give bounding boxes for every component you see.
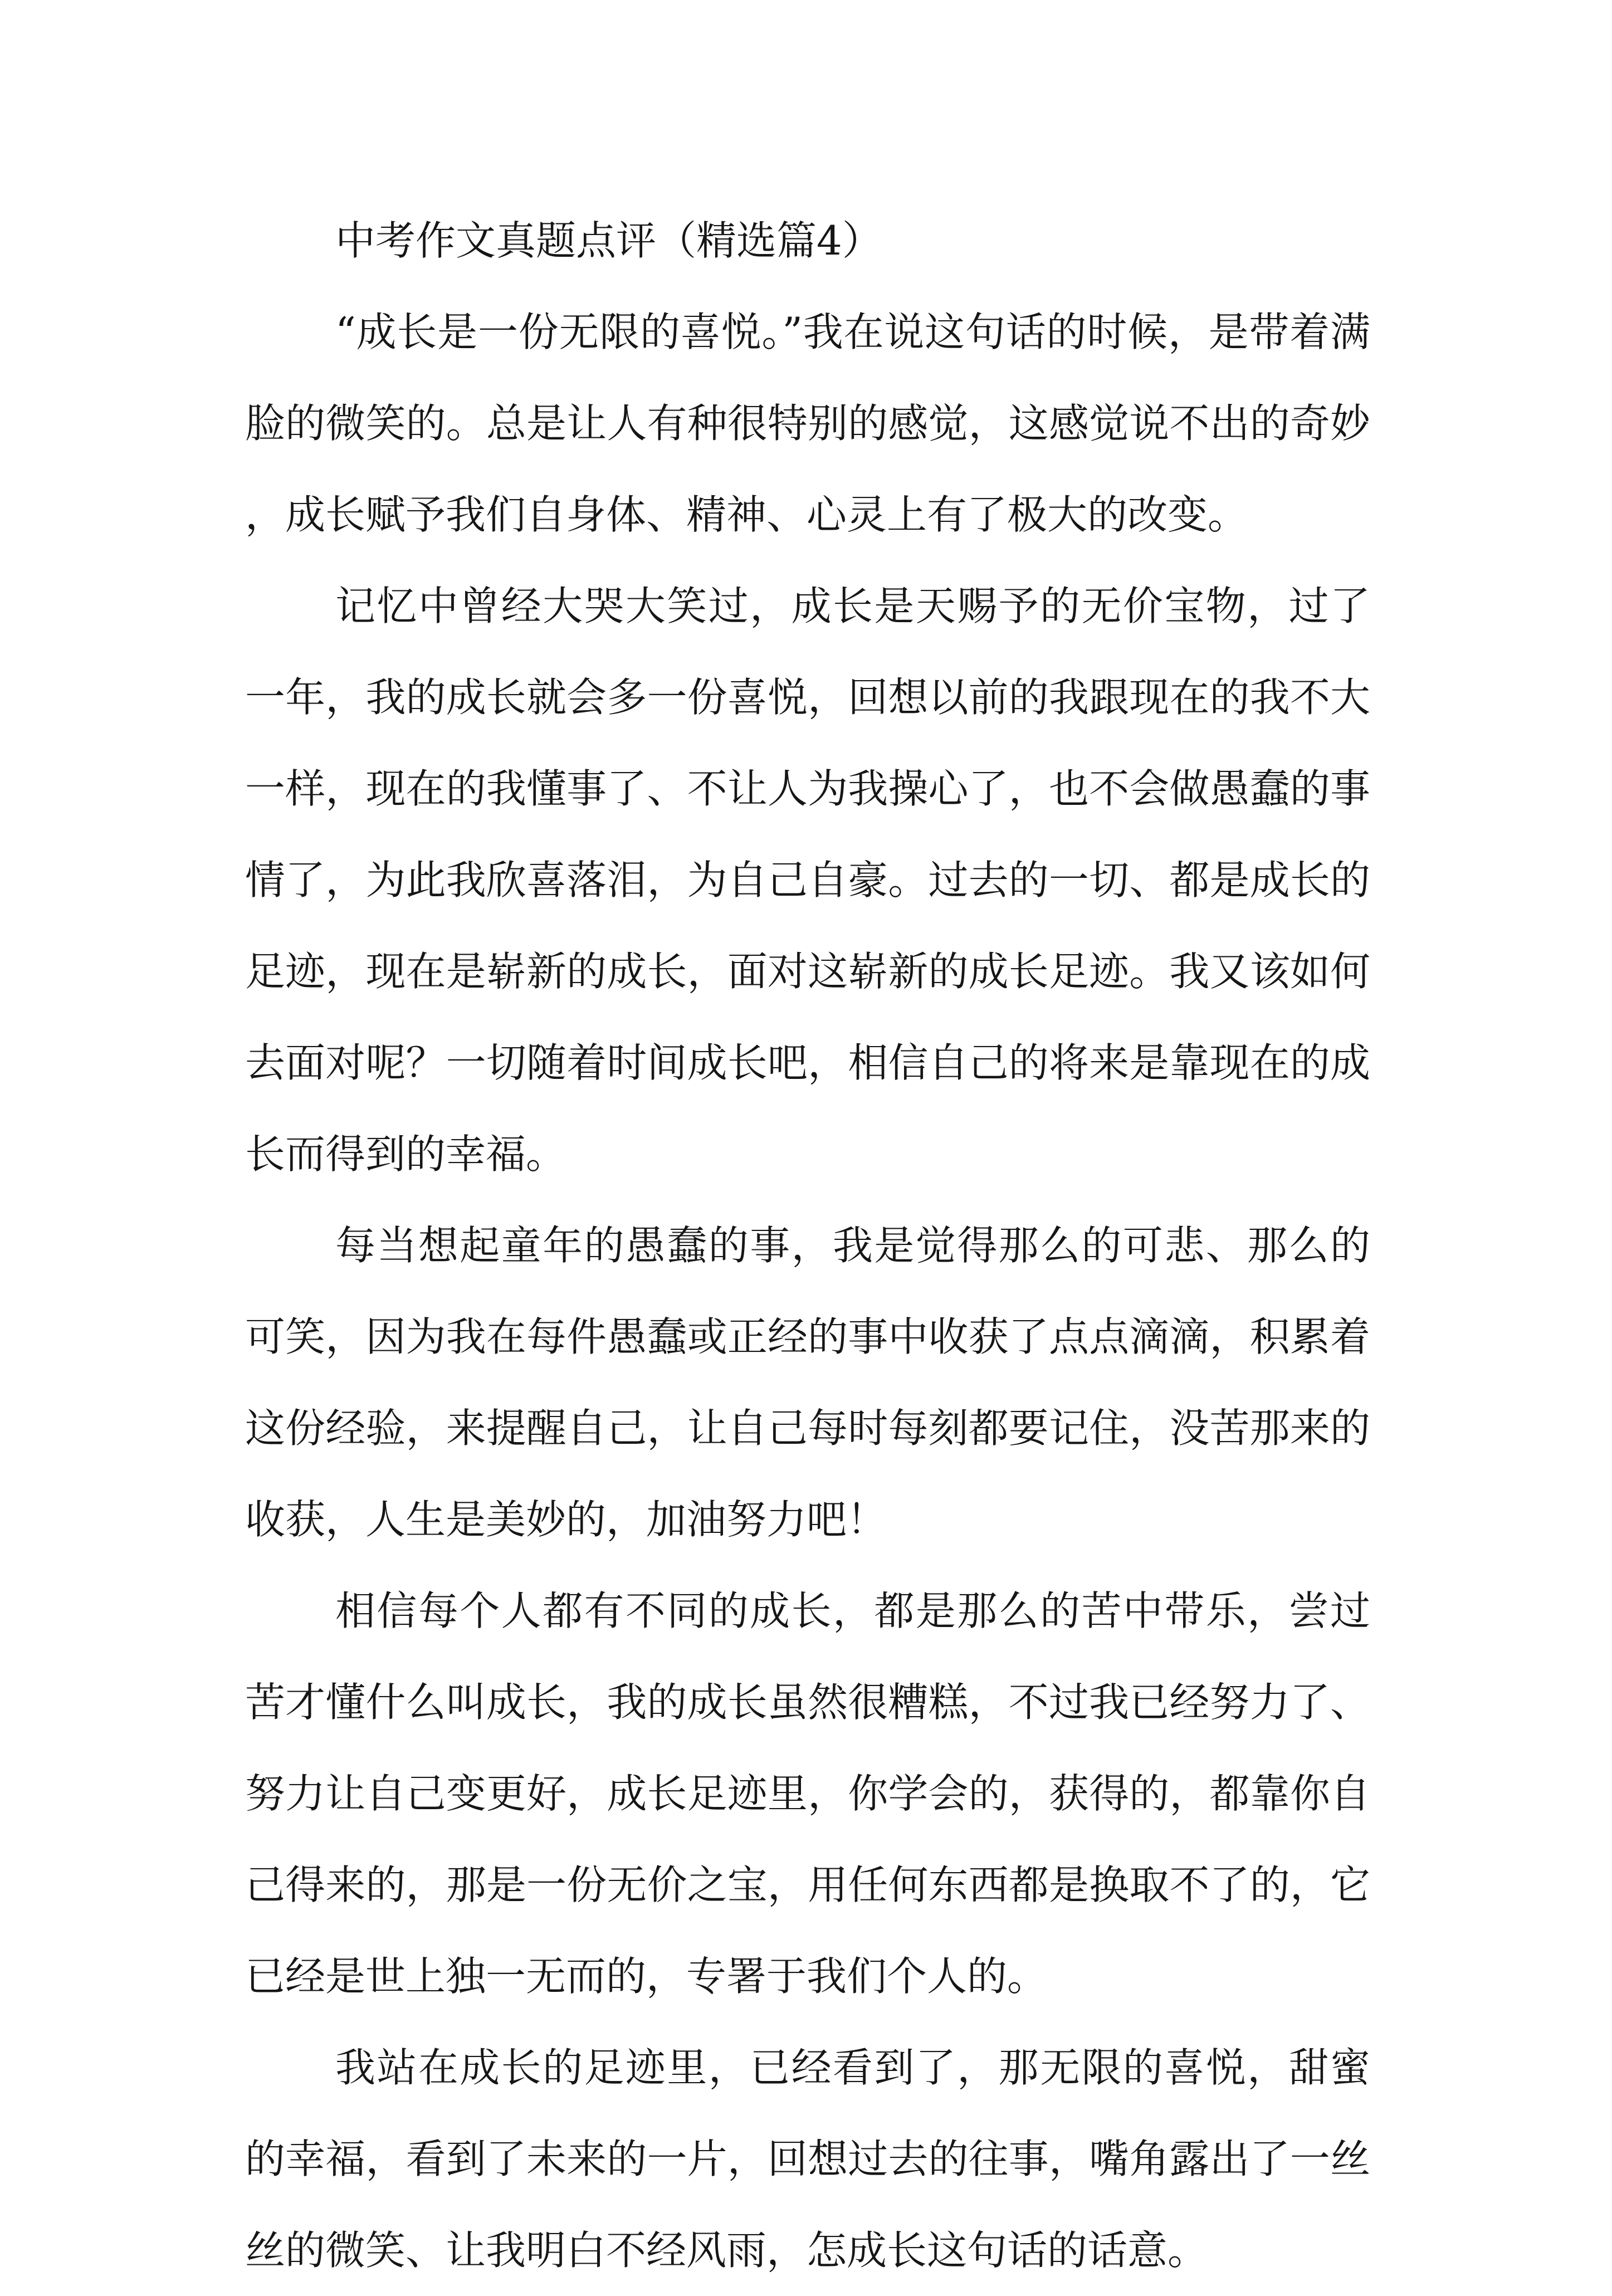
paragraph-2: 记忆中曾经大哭大笑过，成长是天赐予的无价宝物，过了一年，我的成长就会多一份喜悦，回想以前的我跟现在的我不大一样，现在的我懂事了、不让人为我操心了，也不会做愚蠢的事情了，为此我欣喜落泪，为自己自豪。过去的一切、都是成长的足迹，现在是崭新的成长，面对这崭新的成长足迹。我又该如何去面对呢？一切随着时间成长吧，相信自己的将来是靠现在的成长而得到的幸福。	[245, 583, 1370, 1178]
paragraph-4: 相信每个人都有不同的成长，都是那么的苦中带乐，尝过苦才懂什么叫成长，我的成长虽然很糟糕，不过我已经努力了、努力让自己变更好，成长足迹里，你学会的，获得的，都靠你自己得来的，那是一份无价之宝，用任何东西都是换取不了的，它已经是世上独一无而的，专署于我们个人的。	[245, 1587, 1370, 2000]
paragraph-3: 每当想起童年的愚蠢的事，我是觉得那么的可悲、那么的可笑，因为我在每件愚蠢或正经的事中收获了点点滴滴，积累着这份经验，来提醒自己，让自己每时每刻都要记住，没苦那来的收获，人生是美妙的，加油努力吧！	[245, 1222, 1370, 1543]
document-body	[245, 195, 1370, 2296]
paragraph-5: 我站在成长的足迹里，已经看到了，那无限的喜悦，甜蜜的幸福，看到了未来的一片，回想过去的往事，嘴角露出了一丝丝的微笑、让我明白不经风雨，怎成长这句话的话意。	[245, 2044, 1370, 2274]
document-title: 中考作文真题点评（精选篇4）	[335, 217, 882, 264]
paragraph-1: “成长是一份无限的喜悦。”我在说这句话的时候，是带着满脸的微笑的。总是让人有种很特别的感觉，这感觉说不出的奇妙，成长赋予我们自身体、精神、心灵上有了极大的改变。	[245, 309, 1370, 538]
